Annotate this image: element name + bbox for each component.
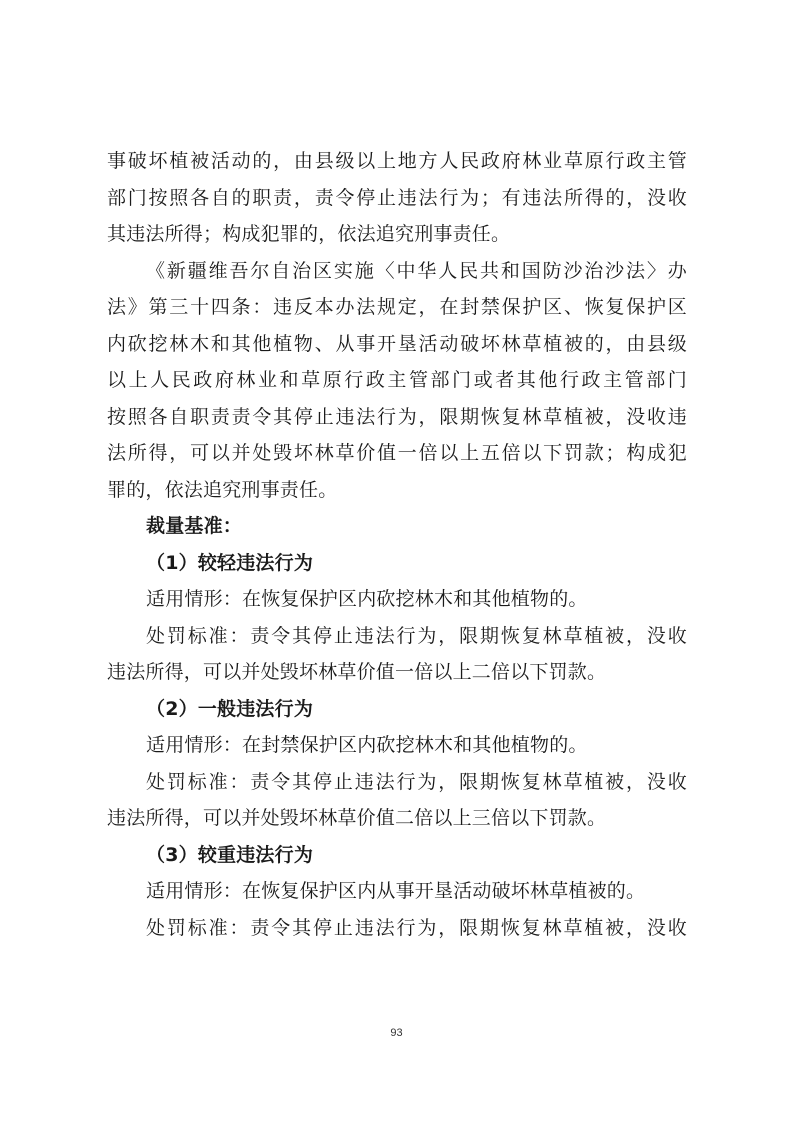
paragraph-line: 处罚标准：责令其停止违法行为，限期恢复林草植被，没收: [146, 916, 687, 939]
paragraph-line: 部门按照各自的职责，责令停止违法行为；有违法所得的，没收: [107, 186, 687, 209]
paragraph-line: 违法所得，可以并处毁坏林草价值一倍以上二倍以下罚款。: [107, 661, 607, 683]
paragraph-line: 罪的，依法追究刑事责任。: [107, 478, 338, 501]
paragraph-line: 适用情形：在封禁保护区内砍挖林木和其他植物的。: [146, 734, 588, 756]
paragraph-line: 以上人民政府林业和草原行政主管部门或者其他行政主管部门: [107, 369, 687, 391]
page-number: 93: [390, 1027, 403, 1039]
paragraph-line: 适用情形：在恢复保护区内砍挖林木和其他植物的。: [146, 588, 588, 610]
paragraph-line: 其违法所得；构成犯罪的，依法追究刑事责任。: [107, 223, 511, 245]
paragraph-line: 处罚标准：责令其停止违法行为，限期恢复林草植被，没收: [146, 770, 687, 793]
paragraph-line: 处罚标准：责令其停止违法行为，限期恢复林草植被，没收: [146, 624, 687, 647]
subsection-heading: （2）一般违法行为: [146, 697, 314, 720]
paragraph-line: 适用情形：在恢复保护区内从事开垦活动破坏林草植被的。: [146, 880, 646, 902]
paragraph-line: 法》第三十四条：违反本办法规定，在封禁保护区、恢复保护区: [107, 296, 687, 318]
paragraph-line: 事破坏植被活动的，由县级以上地方人民政府林业草原行政主管: [107, 150, 687, 172]
paragraph-line: 《新疆维吾尔自治区实施〈中华人民共和国防沙治沙法〉办: [146, 259, 687, 282]
paragraph-line: 违法所得，可以并处毁坏林草价值二倍以上三倍以下罚款。: [107, 807, 607, 829]
subsection-heading: （3）较重违法行为: [146, 843, 314, 866]
paragraph-line: 内砍挖林木和其他植物、从事开垦活动破坏林草植被的，由县级: [107, 332, 687, 355]
paragraph-line: 法所得，可以并处毁坏林草价值一倍以上五倍以下罚款；构成犯: [107, 442, 687, 464]
body-text: [107, 143, 687, 946]
paragraph-line: 按照各自职责责令其停止违法行为，限期恢复林草植被，没收违: [107, 405, 687, 428]
subsection-heading: （1）较轻违法行为: [146, 551, 314, 574]
section-heading: 裁量基准：: [146, 515, 243, 537]
